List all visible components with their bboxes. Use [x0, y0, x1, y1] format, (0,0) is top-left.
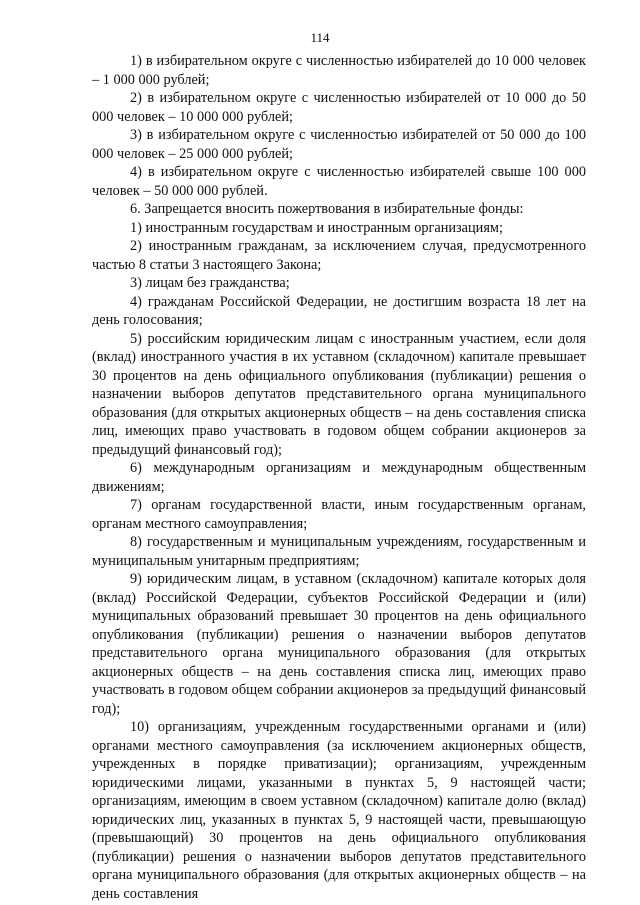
- paragraph: 5) российским юридическим лицам с иностранным участием, если доля (вклад) иностранного участия в их уставном (складочном) капитале превышает 30 процентов на день официального опубликования (публикации) решения о назначении выборов депутатов представительного органа муниципального образования (для открытых акционерных обществ – на день составления списка лиц, имеющих право участвовать в годовом общем собрании акционеров за предыдущий финансовый год);: [92, 330, 586, 458]
- paragraph: 9) юридическим лицам, в уставном (складочном) капитале которых доля (вклад) Российской Федерации, субъектов Российской Федерации и (или) муниципальных образований превышает 30 процентов на день официального опубликования (публикации) решения о назначении выборов депутатов представительного органа муниципального образования (для открытых акционерных обществ – на день составления списка лиц, имеющих право участвовать в годовом общем собрании акционеров за предыдущий финансовый год);: [92, 571, 586, 717]
- paragraph: 1) иностранным государствам и иностранным организациям;: [130, 219, 503, 236]
- paragraph: 1) в избирательном округе с численностью избирателей до 10 000 человек – 1 000 000 рублей;: [92, 53, 586, 88]
- paragraph: 2) иностранным гражданам, за исключением случая, предусмотренного частью 8 статьи 3 настоящего Закона;: [92, 238, 586, 273]
- page-number: 114: [310, 30, 330, 45]
- paragraph: 3) лицам без гражданства;: [130, 275, 290, 291]
- paragraph: 6. Запрещается вносить пожертвования в избирательные фонды:: [130, 201, 524, 217]
- paragraph: 7) органам государственной власти, иным государственным органам, органам местного самоуправления;: [92, 497, 586, 532]
- paragraph: 10) организациям, учрежденным государственными органами и (или) органами местного самоуправления (за исключением акционерных обществ, учрежденных в порядке приватизации); организациям, учрежденным юридическими лицами, указанными в пунктах 5, 9 настоящей части; организациям, имеющим в своем уставном (складочном) капитале долю (вклад) юридических лиц, указанных в пунктах 5, 9 настоящей части, превышающую (превышающий) 30 процентов на день официального опубликования (публикации) решения о назначении выборов депутатов представительного органа муниципального образования (для открытых акционерных обществ – на день составления: [92, 719, 586, 902]
- paragraph: 3) в избирательном округе с численностью избирателей от 50 000 до 100 000 человек – 25 000 000 рублей;: [92, 127, 586, 162]
- paragraph: 4) гражданам Российской Федерации, не достигшим возраста 18 лет на день голосования;: [92, 293, 586, 328]
- paragraph: 6) международным организациям и международным общественным движениям;: [92, 460, 586, 495]
- paragraph: 4) в избирательном округе с численностью избирателей свыше 100 000 человек – 50 000 000 рублей.: [92, 164, 586, 199]
- paragraph: 8) государственным и муниципальным учреждениям, государственным и муниципальным унитарным предприятиям;: [92, 534, 586, 569]
- paragraph: 2) в избирательном округе с численностью избирателей от 10 000 до 50 000 человек – 10 000 000 рублей;: [92, 90, 586, 125]
- document-body: [92, 52, 586, 903]
